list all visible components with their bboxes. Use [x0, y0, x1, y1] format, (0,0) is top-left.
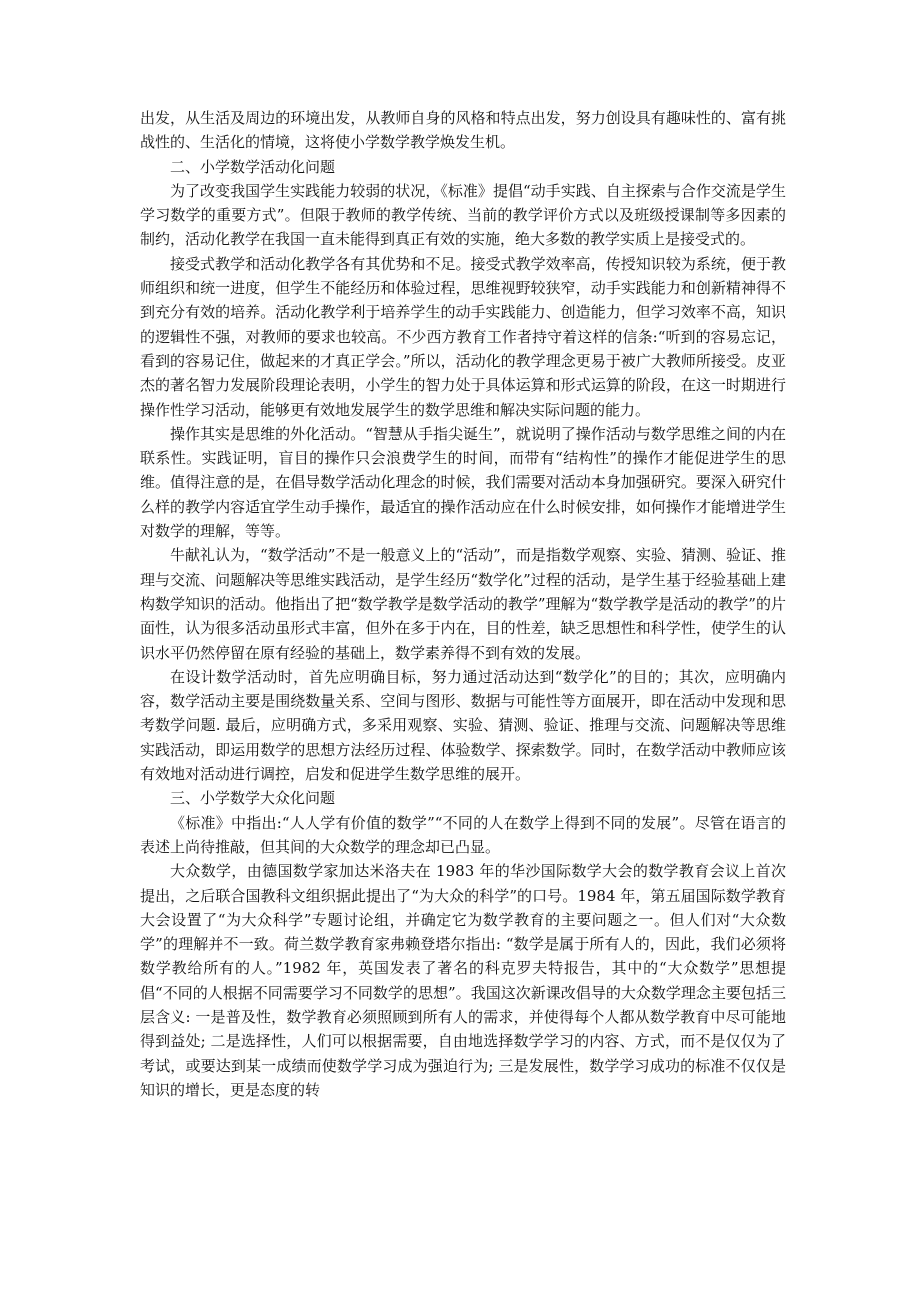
paragraph: 大众数学，由德国数学家加达米洛夫在 1983 年的华沙国际数学大会的数学教育会议上首次提出，之后联合国教科文组织据此提出了“为大众的科学”的口号。1984 年，第五届国际数学教育大会设置了“为大众科学”专题讨论组，并确定它为数学教育的主要问题之一。但人们对“大众数学”的理解并不一致。荷兰数学教育家弗赖登塔尔指出: “数学是属于所有人的，因此，我们必须将数学教给所有的人。”1982 年，英国发表了著名的科克罗夫特报告，其中的“大众数学”思想提倡“不同的人根据不同需要学习不同数学的思想”。我国这次新课改倡导的大众数学理念主要包括三层含义: 一是普及性，数学教育必须照顾到所有人的需求，并使得每个人都从数学教育中尽可能地得到益处; 二是选择性，人们可以根据需要，自由地选择数学学习的内容、方式，而不是仅仅为了考试，或要达到某一成绩而使数学学习成为强迫行为; 三是发展性，数学学习成功的标准不仅仅是知识的增长，更是态度的转: [140, 862, 786, 1099]
section-heading-2: 二、小学数学活动化问题: [170, 157, 336, 176]
section-heading-3: 三、小学数学大众化问题: [170, 789, 336, 808]
paragraph: 接受式教学和活动化教学各有其优势和不足。接受式教学效率高，传授知识较为系统，便于教师组织和统一进度，但学生不能经历和体验过程，思维视野较狭窄，动手实践能力和创新精神得不到充分有效的培养。活动化教学利于培养学生的动手实践能力、创造能力，但学习效率不高，知识的逻辑性不强，对教师的要求也较高。不少西方教育工作者持守着这样的信条:“听到的容易忘记，看到的容易记住，做起来的才真正学会。”所以，活动化的教学理念更易于被广大教师所接受。皮亚杰的著名智力发展阶段理论表明，小学生的智力处于具体运算和形式运算的阶段，在这一时期进行操作性学习活动，能够更有效地发展学生的数学思维和解决实际问题的能力。: [140, 254, 786, 419]
paragraph: 操作其实是思维的外化活动。“智慧从手指尖诞生”，就说明了操作活动与数学思维之间的内在联系性。实践证明，盲目的操作只会浪费学生的时间，而带有“结构性”的操作才能促进学生的思维。值得注意的是，在倡导数学活动化理念的时候，我们需要对活动本身加强研究。要深入研究什么样的教学内容适宜学生动手操作，最适宜的操作活动应在什么时候安排，如何操作才能增进学生对数学的理解，等等。: [140, 424, 786, 541]
paragraph: 《标准》中指出:“人人学有价值的数学”“不同的人在数学上得到不同的发展”。尽管在语言的表述上尚待推敲，但其间的大众数学的理念却已凸显。: [140, 813, 786, 856]
paragraph: 牛献礼认为，“数学活动”不是一般意义上的“活动”，而是指数学观察、实验、猜测、验证、推理与交流、问题解决等思维实践活动，是学生经历“数学化”过程的活动，是学生基于经验基础上建构数学知识的活动。他指出了把“数学教学是数学活动的教学”理解为“数学教学是活动的教学”的片面性，认为很多活动虽形式丰富，但外在多于内在，目的性差，缺乏思想性和科学性，使学生的认识水平仍然停留在原有经验的基础上，数学素养得不到有效的发展。: [140, 546, 786, 662]
paragraph: 在设计数学活动时，首先应明确目标，努力通过活动达到“数学化”的目的；其次，应明确内容，数学活动主要是围绕数量关系、空间与图形、数据与可能性等方面展开，即在活动中发现和思考数学问题. 最后，应明确方式，多采用观察、实验、猜测、验证、推理与交流、问题解决等思维实践活动，即运用数学的思想方法经历过程、体验数学、探索数学。同时，在数学活动中教师应该有效地对活动进行调控，启发和促进学生数学思维的展开。: [140, 667, 786, 784]
paragraph: 为了改变我国学生实践能力较弱的状况，《标准》提倡“动手实践、自主探索与合作交流是学生学习数学的重要方式”。但限于教师的教学传统、当前的教学评价方式以及班级授课制等多因素的制约，活动化教学在我国一直未能得到真正有效的实施，绝大多数的教学实质上是接受式的。: [140, 181, 786, 249]
paragraph-continued: 出发，从生活及周边的环境出发，从教师自身的风格和特点出发，努力创设具有趣味性的、富有挑战性的、生活化的情境，这将使小学数学教学焕发生机。: [140, 109, 786, 152]
document-body: [140, 106, 786, 1102]
